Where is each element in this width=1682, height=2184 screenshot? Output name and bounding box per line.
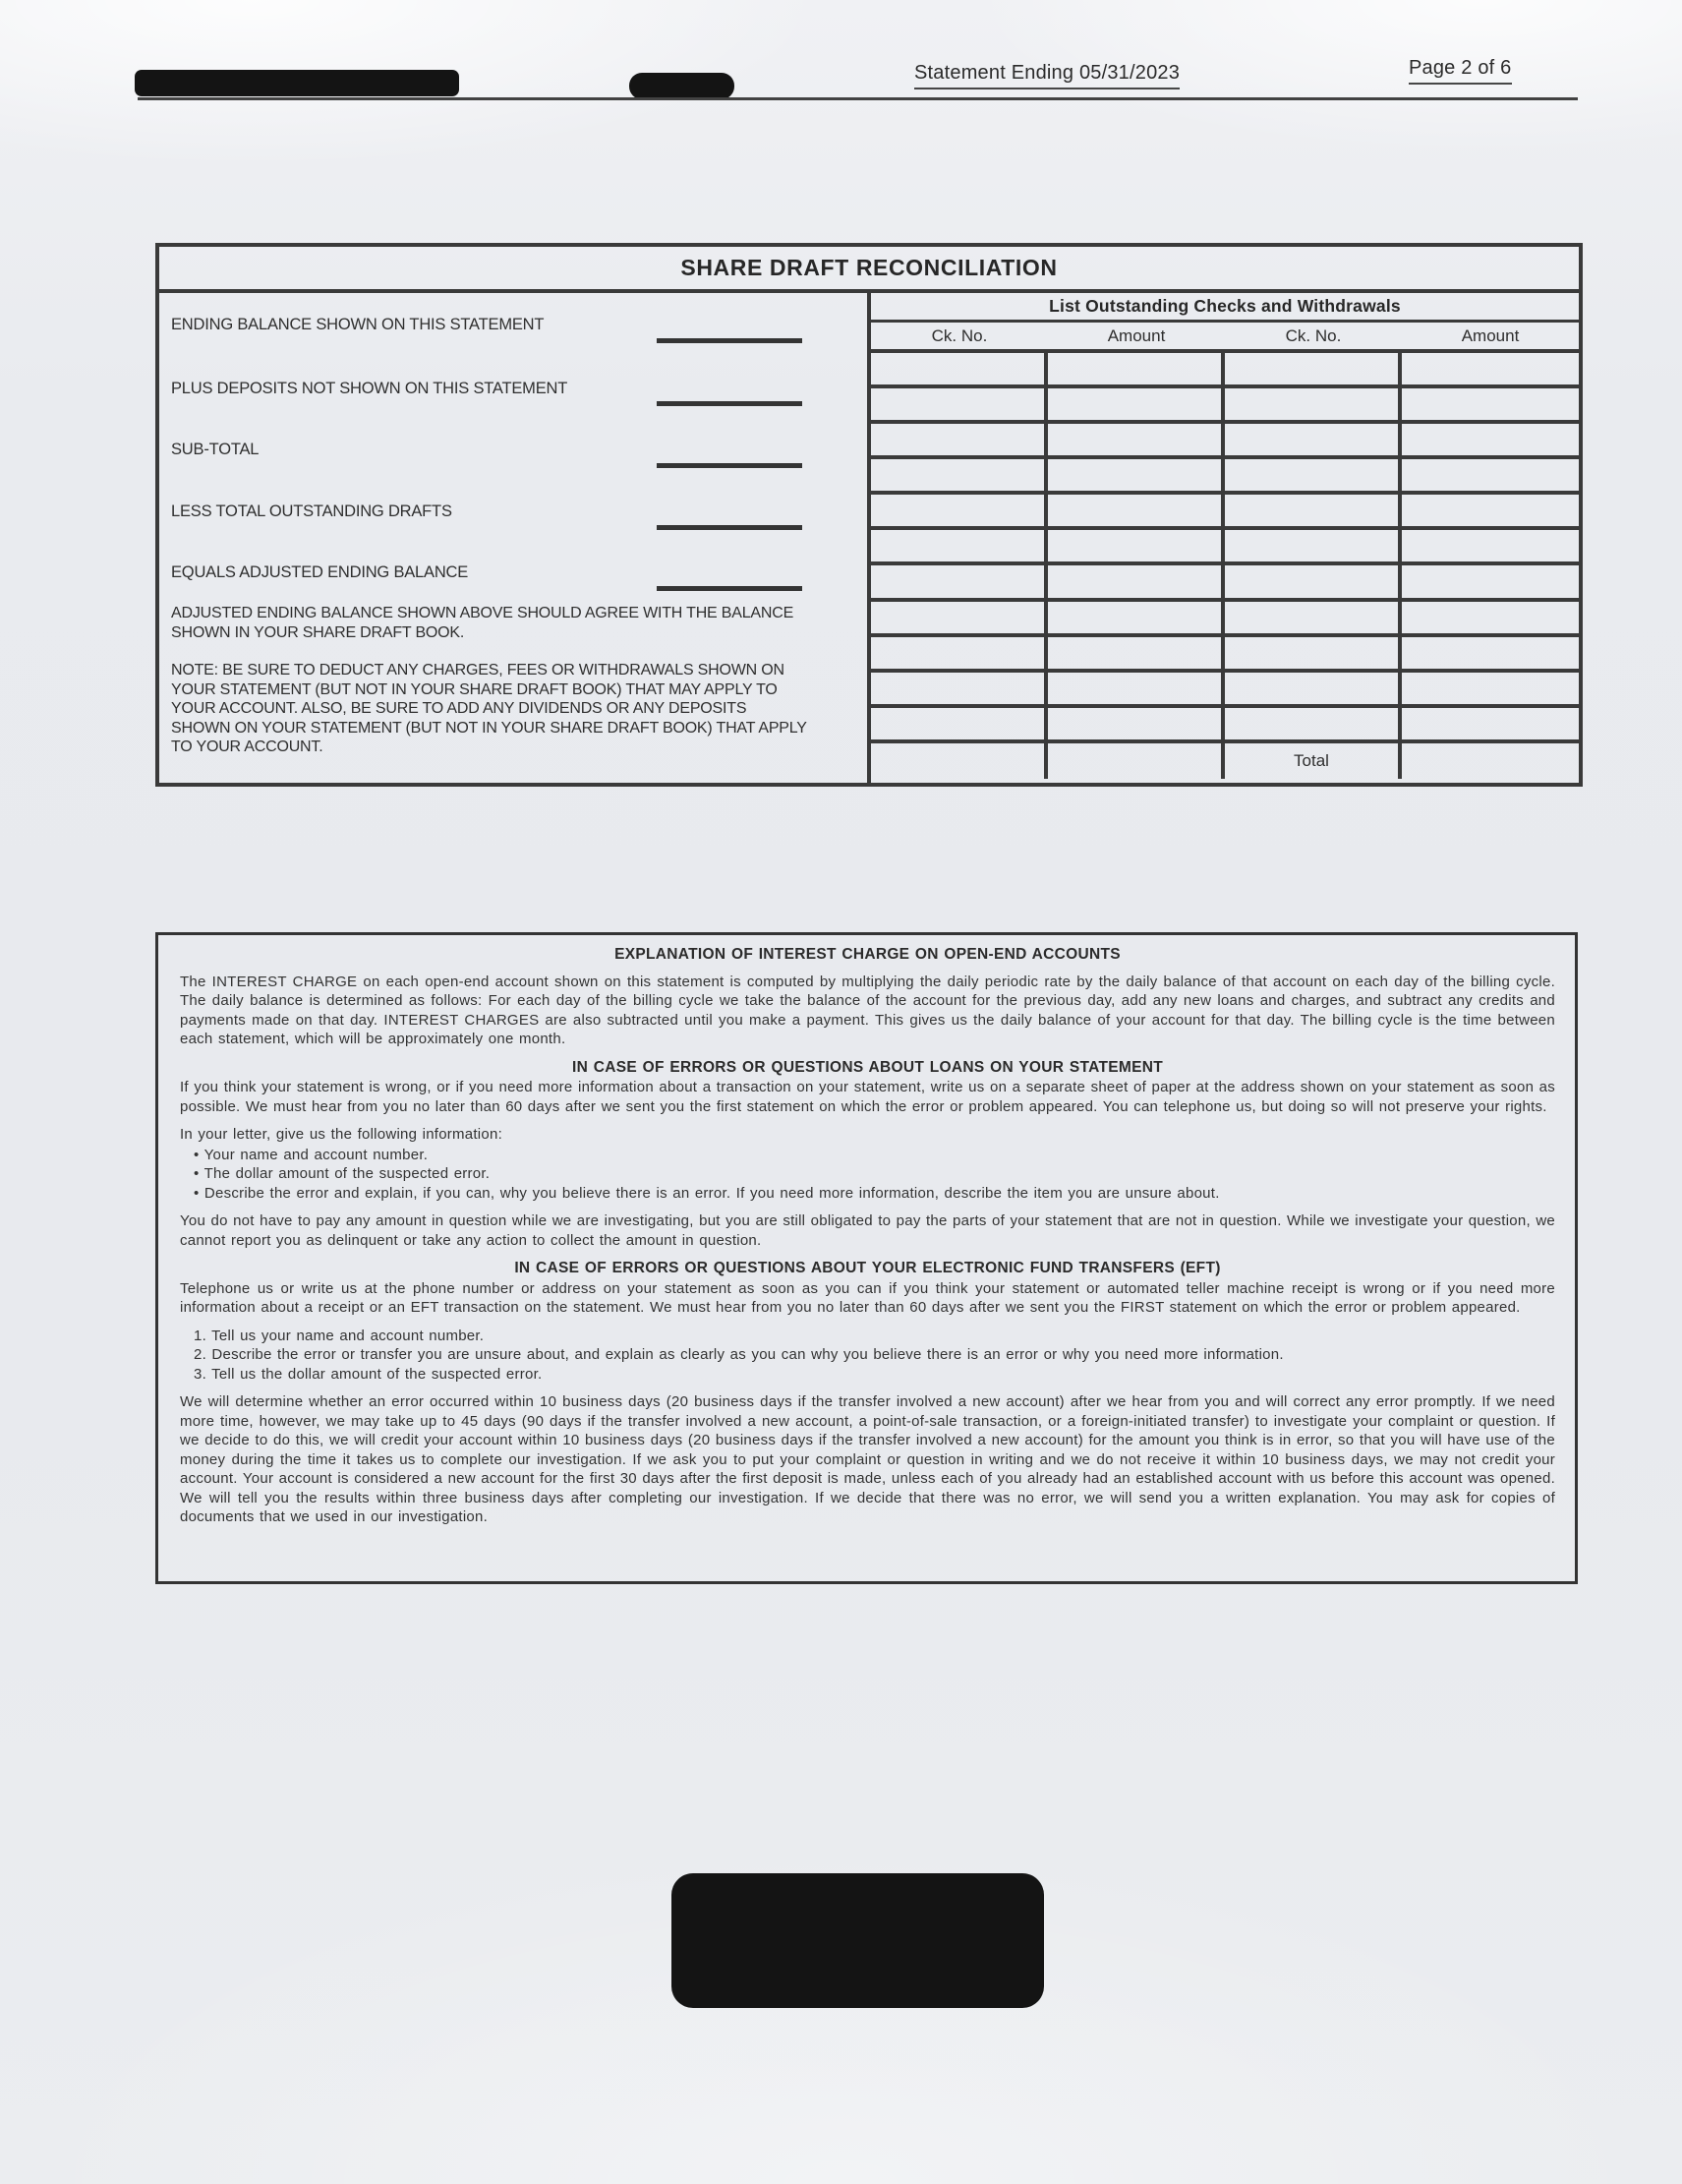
column-header-amount: Amount bbox=[1461, 325, 1520, 345]
checks-empty-cell bbox=[1048, 424, 1225, 459]
checks-empty-cell bbox=[871, 388, 1048, 424]
checks-empty-cell bbox=[1048, 495, 1225, 530]
page-number-label: Page 2 of 6 bbox=[1409, 57, 1512, 85]
explanation-title: EXPLANATION OF INTEREST CHARGE ON OPEN-END ACCOUNTS bbox=[614, 946, 1121, 963]
checks-empty-cell bbox=[1402, 708, 1579, 743]
checks-empty-cell bbox=[1225, 673, 1402, 708]
share-draft-reconciliation-table bbox=[155, 243, 1583, 787]
checks-empty-cell bbox=[871, 708, 1048, 743]
checks-empty-cell bbox=[1048, 388, 1225, 424]
checks-empty-cell bbox=[1225, 388, 1402, 424]
checks-empty-cell bbox=[1048, 565, 1225, 601]
checks-empty-cell bbox=[1225, 495, 1402, 530]
redacted-account-number-bar bbox=[629, 73, 734, 99]
checks-empty-cell bbox=[871, 495, 1048, 530]
checks-empty-cell bbox=[1402, 637, 1579, 673]
checks-empty-cell bbox=[1225, 565, 1402, 601]
eft-numbered-list bbox=[180, 1327, 1555, 1385]
letter-bullet-item: • Your name and account number. bbox=[194, 1146, 429, 1163]
outstanding-checks-grid bbox=[871, 353, 1579, 779]
checks-empty-cell bbox=[871, 530, 1048, 565]
eft-numbered-item: 3. Tell us the dollar amount of the suspected error. bbox=[194, 1365, 543, 1383]
recon-item-label: LESS TOTAL OUTSTANDING DRAFTS bbox=[171, 502, 452, 520]
checks-empty-cell bbox=[1225, 353, 1402, 388]
checks-empty-cell bbox=[1048, 602, 1225, 637]
checks-empty-cell bbox=[1402, 602, 1579, 637]
reconciliation-worksheet bbox=[159, 293, 871, 783]
checks-empty-cell bbox=[871, 424, 1048, 459]
checks-empty-cell bbox=[1402, 353, 1579, 388]
recon-fill-in-line bbox=[657, 401, 802, 406]
redacted-institution-name-bar bbox=[135, 70, 459, 96]
recon-fill-in-line bbox=[657, 463, 802, 468]
checks-empty-cell bbox=[1225, 708, 1402, 743]
reconciliation-body bbox=[159, 293, 1579, 783]
recon-fill-in-line bbox=[657, 525, 802, 530]
column-header-ck-no: Ck. No. bbox=[931, 325, 988, 345]
loans-errors-heading: IN CASE OF ERRORS OR QUESTIONS ABOUT LOANS ON YOUR STATEMENT bbox=[572, 1058, 1163, 1076]
checks-empty-cell bbox=[871, 637, 1048, 673]
letter-bullet-item: • The dollar amount of the suspected error. bbox=[194, 1165, 491, 1182]
redacted-address-block bbox=[671, 1873, 1044, 2008]
recon-fill-in-line bbox=[657, 586, 802, 591]
checks-empty-cell bbox=[1048, 708, 1225, 743]
checks-empty-cell bbox=[1048, 637, 1225, 673]
checks-empty-cell bbox=[1402, 459, 1579, 495]
checks-empty-cell bbox=[871, 673, 1048, 708]
outstanding-checks-header: List Outstanding Checks and Withdrawals bbox=[871, 293, 1579, 323]
eft-errors-heading: IN CASE OF ERRORS OR QUESTIONS ABOUT YOUR ELECTRONIC FUND TRANSFERS (EFT) bbox=[514, 1260, 1221, 1276]
checks-empty-cell bbox=[1225, 602, 1402, 637]
checks-empty-cell bbox=[871, 353, 1048, 388]
checks-empty-cell bbox=[871, 602, 1048, 637]
checks-empty-cell bbox=[1225, 459, 1402, 495]
letter-bullet-item: • Describe the error and explain, if you can, why you believe there is an error. If you need more information, describe the item you are unsure about. bbox=[194, 1184, 1220, 1202]
recon-item-label: ENDING BALANCE SHOWN ON THIS STATEMENT bbox=[171, 316, 545, 333]
checks-empty-cell bbox=[1048, 673, 1225, 708]
recon-fill-in-line bbox=[657, 338, 802, 343]
explanation-box bbox=[155, 932, 1578, 1584]
statement-ending-label: Statement Ending 05/31/2023 bbox=[914, 62, 1180, 89]
outstanding-checks-table bbox=[871, 293, 1579, 783]
checks-empty-cell bbox=[871, 565, 1048, 601]
checks-total-label-cell: Total bbox=[1225, 743, 1402, 779]
recon-item-label: PLUS DEPOSITS NOT SHOWN ON THIS STATEMENT bbox=[171, 380, 568, 397]
checks-empty-cell bbox=[1225, 530, 1402, 565]
column-header-amount: Amount bbox=[1107, 325, 1166, 345]
checks-empty-cell bbox=[1048, 743, 1225, 779]
recon-item-label: SUB-TOTAL bbox=[171, 441, 260, 458]
recon-agree-note: ADJUSTED ENDING BALANCE SHOWN ABOVE SHOULD AGREE WITH THE BALANCE SHOWN IN YOUR SHARE DRAFT BOOK. bbox=[171, 605, 794, 641]
checks-empty-cell bbox=[1402, 743, 1579, 779]
checks-empty-cell bbox=[871, 459, 1048, 495]
checks-empty-cell bbox=[1402, 565, 1579, 601]
eft-numbered-item: 1. Tell us your name and account number. bbox=[194, 1327, 485, 1344]
letter-bullet-list bbox=[180, 1146, 1555, 1204]
checks-empty-cell bbox=[1402, 424, 1579, 459]
checks-empty-cell bbox=[1225, 637, 1402, 673]
outstanding-checks-column-headers bbox=[871, 323, 1579, 353]
checks-empty-cell bbox=[1048, 353, 1225, 388]
letter-intro: In your letter, give us the following information: bbox=[180, 1126, 502, 1143]
recon-deduct-note: NOTE: BE SURE TO DEDUCT ANY CHARGES, FEES OR WITHDRAWALS SHOWN ON YOUR STATEMENT (BUT NOT IN YOUR SHARE DRAFT BOOK) THAT MAY APPLY TO YOUR ACCOUNT. ALSO, BE SURE TO ADD ANY DIVIDENDS OR ANY DEPOSITS SHOWN ON YOUR STATEMENT (BUT NOT IN YOUR SHARE DRAFT BOOK) THAT APPLY TO YOUR ACCOUNT. bbox=[171, 662, 807, 755]
checks-empty-cell bbox=[1402, 530, 1579, 565]
error-determination-paragraph: We will determine whether an error occurred within 10 business days (20 business days if the transfer involved a new account) after we hear from you and will correct any error promptly. If we need more time, however, we may take up to 45 days (90 days if the transfer involved a new account, a point-of-sale transaction, or a foreign-initiated transfer) to investigate your complaint or question. If we decide to do this, we will credit your account within 10 business days (20 business days if the transfer involved a new account) for the amount you think is in error, so that you will have use of the money during the time it takes us to complete our investigation. If we ask you to put your complaint or question in writing and we do not receive it within 10 business days, we may not credit your account. Your account is considered a new account for the first 30 days after the first deposit is made, unless each of you already had an established account with us before this account was opened. We will tell you the results within three business days after completing our investigation. If we decide that there was no error, we will send you a written explanation. You may ask for copies of documents that we used in our investigation. bbox=[180, 1393, 1555, 1525]
checks-empty-cell bbox=[1402, 388, 1579, 424]
loans-errors-paragraph: If you think your statement is wrong, or if you need more information about a transaction on your statement, write us on a separate sheet of paper at the address shown on your statement as soon as possible. We must hear from you no later than 60 days after we sent you the first statement on which the error or problem appeared. You can telephone us, but doing so will not preserve your rights. bbox=[180, 1079, 1555, 1115]
checks-empty-cell bbox=[1402, 495, 1579, 530]
reconciliation-title: SHARE DRAFT RECONCILIATION bbox=[159, 247, 1579, 293]
checks-empty-cell bbox=[1402, 673, 1579, 708]
checks-empty-cell bbox=[871, 743, 1048, 779]
header-divider-rule bbox=[138, 97, 1578, 100]
interest-charge-paragraph: The INTEREST CHARGE on each open-end account shown on this statement is computed by multiplying the daily periodic rate by the daily balance of that account on each day of the billing cycle. The daily balance is determined as follows: For each day of the billing cycle we take the balance of the account for the previous day, add any new loans and charges, and subtract any credits and payments made on that day. INTEREST CHARGES are also subtracted until you make a payment. This gives us the daily balance of your account for that day. The billing cycle is the time between each statement, which will be approximately one month. bbox=[180, 973, 1555, 1047]
no-payment-paragraph: You do not have to pay any amount in question while we are investigating, but you are still obligated to pay the parts of your statement that are not in question. While we investigate your question, we cannot report you as delinquent or take any action to collect the amount in question. bbox=[180, 1212, 1555, 1249]
checks-empty-cell bbox=[1225, 424, 1402, 459]
column-header-ck-no: Ck. No. bbox=[1285, 325, 1342, 345]
checks-empty-cell bbox=[1048, 459, 1225, 495]
eft-errors-paragraph: Telephone us or write us at the phone number or address on your statement as soon as you can if you think your statement or automated teller machine receipt is wrong or if you need more information about a receipt or an EFT transaction on the statement. We must hear from you no later than 60 days after we sent you the FIRST statement on which the error or problem appeared. bbox=[180, 1279, 1555, 1316]
checks-empty-cell bbox=[1048, 530, 1225, 565]
recon-item-label: EQUALS ADJUSTED ENDING BALANCE bbox=[171, 563, 469, 581]
eft-numbered-item: 2. Describe the error or transfer you are unsure about, and explain as clearly as you can why you believe there is an error or why you need more information. bbox=[194, 1346, 1284, 1363]
